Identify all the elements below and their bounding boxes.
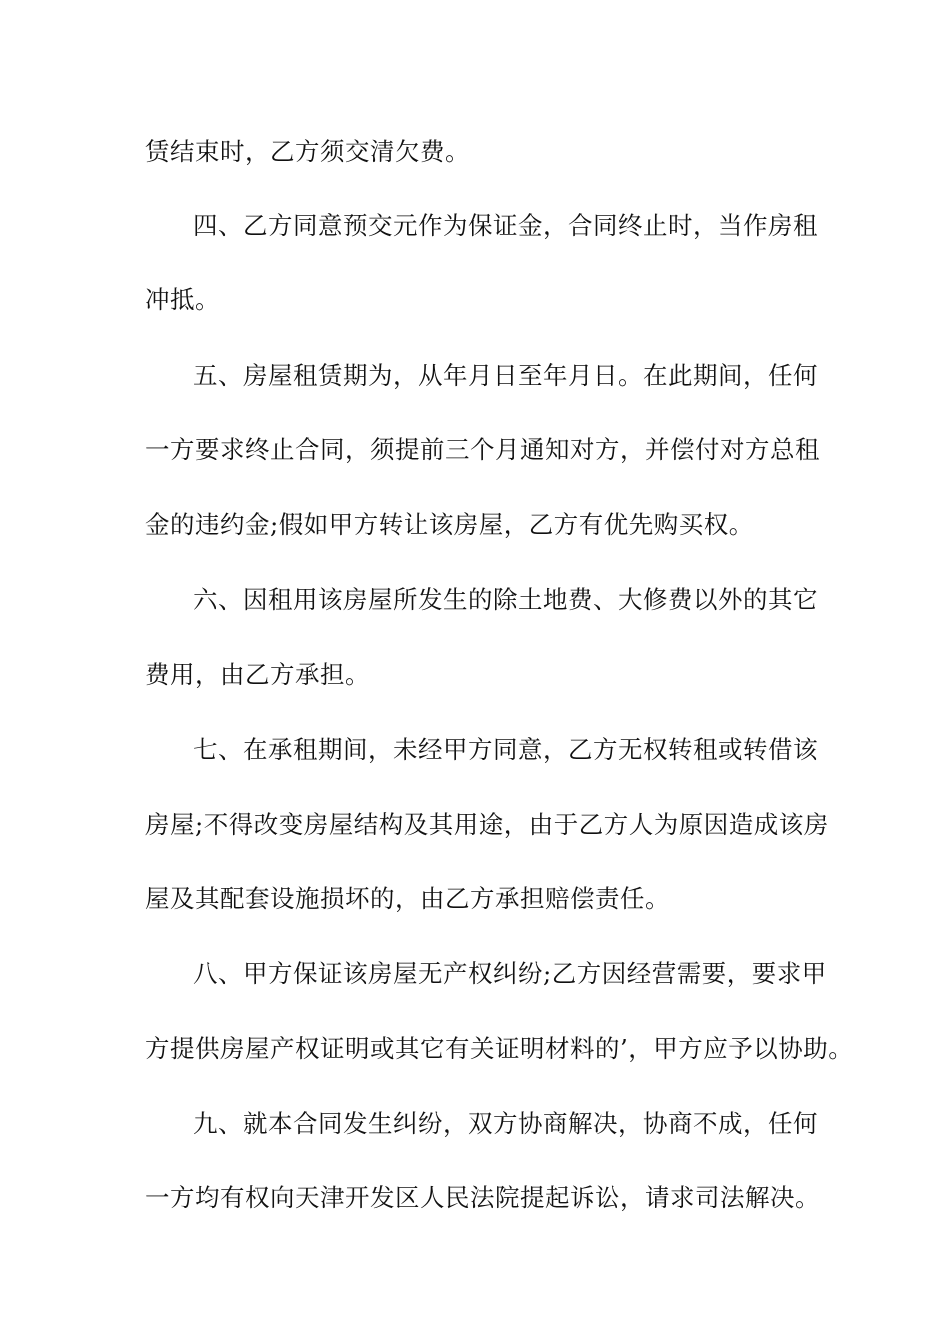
clause-5-line-1: 五、房屋租赁期为，从年月日至年月日。在此期间，任何 [193,361,818,390]
text-line: 屋及其配套设施损坏的，由乙方承担赔偿责任。 [145,884,670,913]
clause-7-line-1: 七、在承租期间，未经甲方同意，乙方无权转租或转借该 [193,735,818,764]
clause-4-line-1: 四、乙方同意预交元作为保证金，合同终止时，当作房租 [193,211,818,240]
clause-9-line-1: 九、就本合同发生纠纷，双方协商解决，协商不成，任何 [193,1109,818,1138]
text-line: 赁结束时，乙方须交清欠费。 [145,137,470,166]
text-line: 一方要求终止合同，须提前三个月通知对方，并偿付对方总租 [145,435,820,464]
clause-6-line-1: 六、因租用该房屋所发生的除土地费、大修费以外的其它 [193,585,818,614]
text-line: 金的违约金;假如甲方转让该房屋，乙方有优先购买权。 [145,510,754,539]
text-line: 方提供房屋产权证明或其它有关证明材料的’，甲方应予以协助。 [145,1034,854,1063]
clause-8-line-1: 八、甲方保证该房屋无产权纠纷;乙方因经营需要，要求甲 [193,959,827,988]
text-line: 一方均有权向天津开发区人民法院提起诉讼，请求司法解决。 [145,1183,820,1212]
text-line: 冲抵。 [145,285,220,314]
text-line: 房屋;不得改变房屋结构及其用途，由于乙方人为原因造成该房 [145,810,829,839]
text-line: 费用，由乙方承担。 [145,660,370,689]
